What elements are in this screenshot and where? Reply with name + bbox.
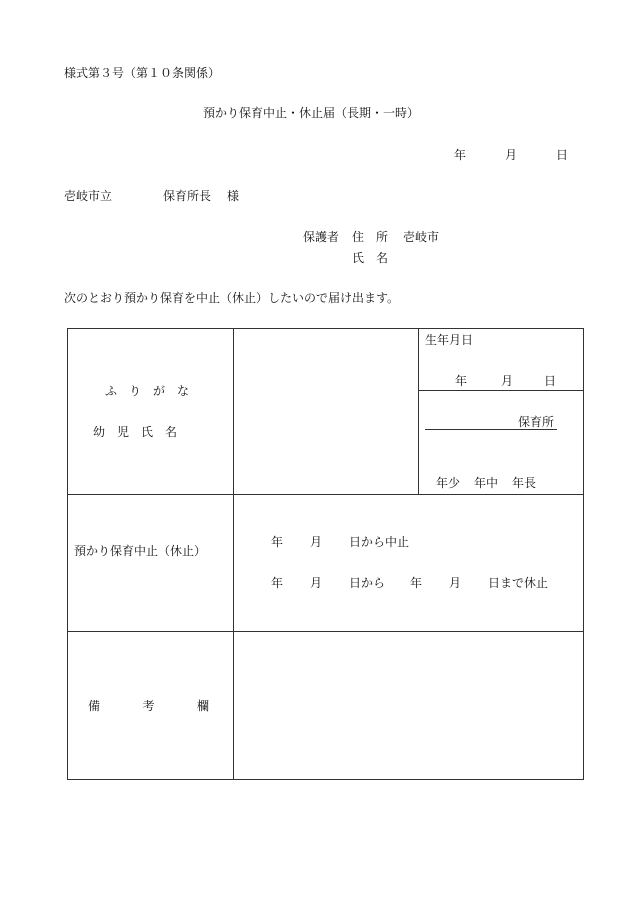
pause-year-from: 年 [271,576,284,590]
suspension-label: 預かり保育中止（休止） [74,544,207,558]
pause-month-from: 月 [310,576,323,590]
guardian-address-label: 住 所 [352,230,389,244]
birthdate-divider [418,390,583,391]
pause-month-to: 月 [449,576,462,590]
notification-table [67,328,584,780]
furigana-label: ふ り が な [105,384,190,398]
grade-middle[interactable]: 年中 [474,476,499,490]
grade-senior[interactable]: 年長 [512,476,537,490]
remarks-field[interactable] [234,632,583,779]
row-divider-1 [68,494,583,495]
child-name-label: 幼 児 氏 名 [93,425,178,439]
form-title: 預かり保育中止・休止届（長期・一時） [203,106,420,120]
nursery-suffix: 保育所 [518,415,555,429]
birth-day: 日 [544,374,557,388]
pause-year-to: 年 [410,576,423,590]
pause-until-label: 日まで休止 [488,576,549,590]
guardian-label: 保護者 [303,230,340,244]
pause-from-label: 日から [349,576,386,590]
form-number: 様式第３号（第１０条関係） [64,66,221,80]
stop-month: 月 [310,535,323,549]
addressee-honorific: 様 [227,189,240,203]
date-month: 月 [505,148,518,162]
addressee-position: 保育所長 [163,189,212,203]
remarks-char-2: 考 [142,699,155,713]
remarks-char-1: 備 [88,699,101,713]
child-name-field[interactable] [234,390,418,494]
date-year: 年 [454,148,467,162]
grade-young[interactable]: 年少 [436,476,461,490]
stop-year: 年 [271,535,284,549]
addressee-city: 壱岐市立 [64,189,113,203]
birth-year: 年 [455,374,468,388]
statement: 次のとおり預かり保育を中止（休止）したいので届け出ます。 [64,291,400,305]
birth-month: 月 [501,374,514,388]
birthdate-label: 生年月日 [425,333,474,347]
guardian-address-value: 壱岐市 [403,230,440,244]
date-day: 日 [556,148,569,162]
guardian-name-label: 氏 名 [352,251,389,265]
furigana-field[interactable] [234,329,418,390]
stop-suffix: 日から中止 [349,535,410,549]
remarks-char-3: 欄 [196,699,209,713]
birthdate-column-divider [418,329,419,494]
remarks-label [88,699,209,713]
